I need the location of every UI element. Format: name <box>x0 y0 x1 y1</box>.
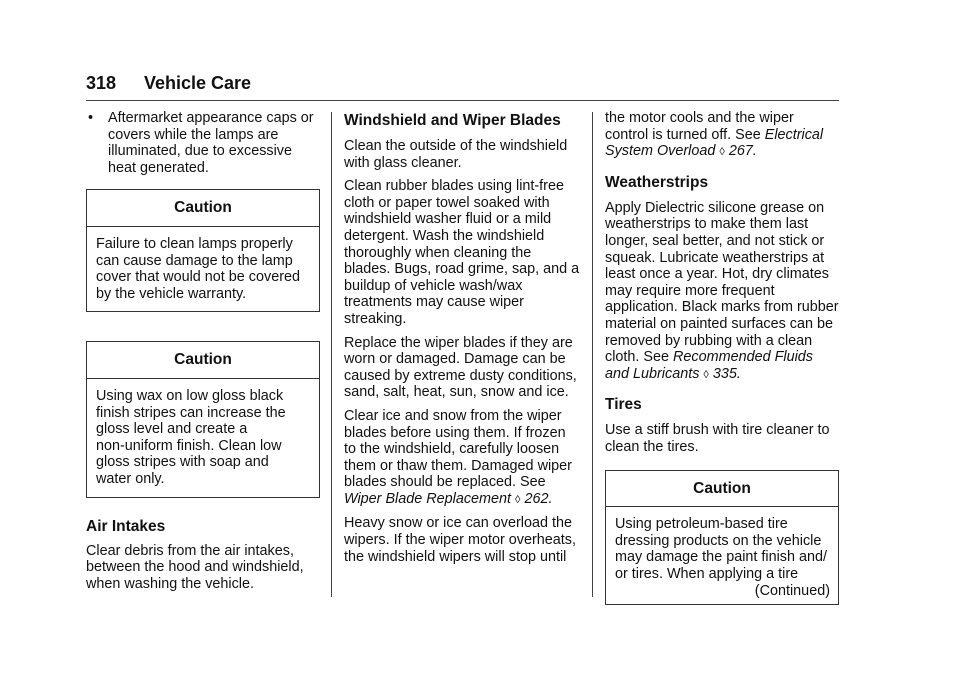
bullet-marker: • <box>88 110 94 126</box>
caution-body <box>606 507 838 604</box>
caution-line: cover that would not be covered <box>96 269 300 286</box>
cross-reference-link[interactable]: Electrical System Overload <box>605 126 824 160</box>
caution-line: dressing products on the vehicle <box>615 532 822 549</box>
column-divider <box>331 112 332 597</box>
column-divider <box>592 112 593 597</box>
cross-reference-link[interactable]: Recommended Fluids and Lubricants <box>605 349 813 382</box>
period: . <box>736 365 741 382</box>
caution-line: or tires. When applying a tire <box>615 565 799 582</box>
chapter-title: Vehicle Care <box>144 73 252 93</box>
caution-title: Caution <box>606 471 838 508</box>
section-heading: Air Intakes <box>86 517 166 535</box>
caution-line: gloss level and create a <box>96 421 248 438</box>
paragraph: Heavy snow or ice can overload the wipers. If the wiper motor overheats, the windshield wipers will stop until <box>344 515 576 565</box>
paragraph <box>605 200 839 384</box>
paragraph <box>344 408 580 509</box>
bullet-text: Aftermarket appearance caps or covers while the lamps are illuminated, due to excessive heat generated. <box>108 110 314 176</box>
caution-box <box>86 341 320 497</box>
reference-icon: ◊ <box>719 146 725 159</box>
column-1 <box>86 110 320 592</box>
page-number: 318 <box>86 73 117 93</box>
caution-line: non-uniform finish. Clean low <box>96 437 282 454</box>
caution-body <box>87 379 319 497</box>
caution-box <box>86 189 320 312</box>
period: . <box>548 490 553 507</box>
paragraph: Clean the outside of the windshield with glass cleaner. <box>344 138 568 171</box>
reference-icon: ◊ <box>515 493 521 506</box>
caution-line: can cause damage to the lamp <box>96 252 293 269</box>
caution-box <box>605 470 839 606</box>
period: . <box>752 143 757 160</box>
paragraph: Use a stiff brush with tire cleaner to clean the tires. <box>605 422 830 455</box>
continued-label: (Continued) <box>754 583 830 600</box>
caution-line: Using wax on low gloss black <box>96 387 284 404</box>
paragraph: Clean rubber blades using lint-free cloth or paper towel soaked with windshield washer fluid or a mild detergent. Wash the windshield thoroughly when cleaning the blades. Bugs, road grime, sap, and a buildup of vehicle wash/wax treatments may cause wiper streaking. <box>344 178 580 327</box>
reference-page[interactable]: 267 <box>728 143 753 160</box>
caution-title: Caution <box>87 342 319 379</box>
paragraph-text: the motor cools and the wiper control is turned off. See <box>605 110 794 143</box>
paragraph: Clear debris from the air intakes, between the hood and windshield, when washing the vehicle. <box>86 542 304 592</box>
caution-body <box>87 227 319 311</box>
paragraph-text: Clear ice and snow from the wiper blades before using them. If frozen to the windshield, carefully loosen them or thaw them. Damaged wiper blades should be replaced. See <box>344 407 572 491</box>
reference-icon: ◊ <box>703 368 709 381</box>
caution-line: may damage the paint finish and/ <box>615 549 827 566</box>
column-3 <box>605 110 839 605</box>
paragraph <box>605 110 839 161</box>
section-heading: Tires <box>605 396 642 414</box>
section-heading: Weatherstrips <box>605 173 709 191</box>
caution-line: water only. <box>96 470 165 487</box>
column-2 <box>344 110 580 565</box>
reference-page[interactable]: 262 <box>524 490 549 507</box>
reference-page[interactable]: 335 <box>712 365 737 382</box>
caution-line: finish stripes can increase the <box>96 404 286 421</box>
caution-line: by the vehicle warranty. <box>96 285 247 302</box>
caution-line: Failure to clean lamps properly <box>96 235 293 252</box>
page-header <box>86 72 839 101</box>
paragraph-text: Apply Dielectric silicone grease on weatherstrips to make them last longer, seal better, and not stick or squeak. Lubricate weatherstrips at least once a year. Hot, dry climates may require more frequent application. Black marks from rubber material on painted surfaces can be removed by rubbing with a clean cloth. See <box>605 199 839 366</box>
paragraph: Replace the wiper blades if they are worn or damaged. Damage can be caused by extreme dusty conditions, sand, salt, heat, sun, snow and ice. <box>344 334 577 401</box>
caution-title: Caution <box>87 190 319 227</box>
caution-line: Using petroleum-based tire <box>615 516 788 533</box>
bullet-item <box>86 110 320 176</box>
section-heading: Windshield and Wiper Blades <box>344 112 561 129</box>
cross-reference-link[interactable]: Wiper Blade Replacement <box>344 490 512 507</box>
caution-line: gloss stripes with soap and <box>96 454 269 471</box>
